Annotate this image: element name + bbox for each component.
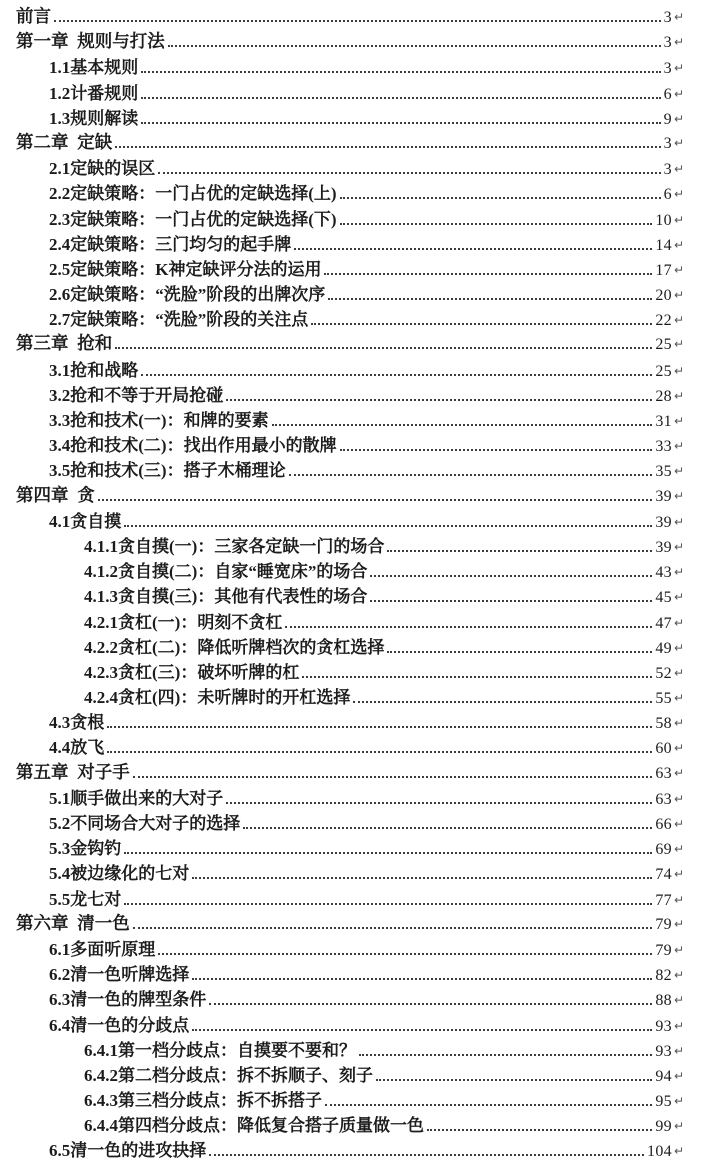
toc-entry[interactable]	[16, 683, 684, 708]
toc-entry[interactable]	[16, 1111, 684, 1136]
toc-entry-title: 3.4抢和技术(二)：找出作用最小的散牌	[49, 436, 337, 456]
toc-entry[interactable]	[16, 885, 684, 910]
toc-entry[interactable]	[16, 154, 684, 179]
paragraph-return-icon: ↵	[673, 135, 684, 150]
paragraph-return-icon: ↵	[673, 414, 684, 428]
toc-entry-title: 3.3抢和技术(一)：和牌的要素	[49, 411, 269, 430]
paragraph-return-icon: ↵	[673, 565, 684, 580]
toc-entry[interactable]	[16, 1036, 684, 1061]
toc-entry-title: 5.4被边缘化的七对	[49, 864, 190, 884]
toc-entry-page-number: 6	[663, 85, 672, 103]
dotted-leader	[192, 978, 652, 980]
paragraph-return-icon: ↵	[673, 262, 684, 277]
toc-entry[interactable]	[16, 1061, 684, 1086]
toc-entry-page-number: 79	[655, 941, 672, 959]
toc-entry-page-number: 20	[655, 287, 672, 305]
dotted-leader	[387, 550, 652, 552]
toc-entry-title: 6.3清一色的牌型条件	[49, 990, 207, 1010]
dotted-leader	[302, 676, 652, 678]
toc-entry-page-number: 25	[655, 336, 672, 354]
paragraph-return-icon: ↵	[673, 61, 684, 76]
dotted-leader	[285, 626, 652, 628]
paragraph-return-icon: ↵	[673, 539, 684, 554]
paragraph-return-icon: ↵	[673, 741, 684, 756]
toc-entry-page-number: 43	[655, 564, 672, 582]
toc-entry-title: 2.5定缺策略：K神定缺评分法的运用	[49, 259, 322, 279]
toc-entry[interactable]	[16, 834, 684, 859]
toc-entry-title: 4.2.4贪杠(四)：未听牌时的开杠选择	[84, 688, 351, 708]
dotted-leader	[370, 600, 652, 602]
toc-entry[interactable]	[16, 205, 684, 230]
dotted-leader	[340, 223, 653, 225]
toc-entry-title: 6.4.1第一档分歧点：自摸要不要和？	[84, 1040, 356, 1060]
toc-entry-page-number: 14	[655, 236, 672, 254]
toc-entry[interactable]	[16, 960, 684, 985]
paragraph-return-icon: ↵	[673, 716, 684, 731]
toc-entry-title: 第一章 规则与打法	[16, 31, 165, 52]
paragraph-return-icon: ↵	[673, 691, 684, 706]
toc-entry-title: 4.3贪根	[49, 713, 105, 733]
toc-entry-title: 4.2.2贪杠(二)：降低听牌档次的贪杠选择	[84, 637, 385, 657]
toc-entry-page-number: 58	[655, 715, 672, 733]
toc-entry-title: 6.4清一色的分歧点	[49, 1015, 190, 1035]
dotted-leader	[226, 802, 652, 804]
paragraph-return-icon: ↵	[673, 993, 684, 1008]
toc-entry[interactable]	[16, 1086, 684, 1111]
toc-entry-page-number: 31	[655, 413, 672, 430]
toc-entry-title: 6.2清一色听牌选择	[49, 965, 190, 985]
dotted-leader	[141, 374, 652, 376]
toc-entry[interactable]	[16, 406, 684, 431]
toc-entry-title: 6.5清一色的进攻抉择	[49, 1141, 207, 1161]
toc-entry-page-number: 3	[663, 161, 672, 179]
paragraph-return-icon: ↵	[673, 968, 684, 983]
paragraph-return-icon: ↵	[673, 337, 684, 352]
toc-entry[interactable]	[16, 784, 684, 809]
paragraph-return-icon: ↵	[673, 187, 684, 202]
paragraph-return-icon: ↵	[673, 665, 684, 680]
paragraph-return-icon: ↵	[673, 640, 684, 655]
paragraph-return-icon: ↵	[673, 288, 684, 303]
toc-entry[interactable]	[16, 79, 684, 104]
toc-entry-title: 5.5龙七对	[49, 889, 122, 909]
dotted-leader	[124, 852, 652, 854]
toc-entry-title: 4.1贪自摸	[49, 511, 122, 531]
toc-entry[interactable]	[16, 733, 684, 758]
paragraph-return-icon: ↵	[673, 942, 684, 957]
toc-entry[interactable]	[16, 28, 684, 53]
toc-entry-page-number: 77	[655, 891, 672, 909]
toc-entry-page-number: 39	[655, 487, 672, 505]
dotted-leader	[328, 298, 652, 300]
toc-entry-page-number: 99	[655, 1118, 672, 1136]
dotted-leader	[272, 424, 653, 426]
toc-entry[interactable]	[16, 179, 684, 204]
toc-entry[interactable]	[16, 53, 684, 78]
toc-entry-page-number: 9	[663, 110, 672, 128]
toc-entry[interactable]	[16, 985, 684, 1010]
paragraph-return-icon: ↵	[673, 1018, 684, 1033]
toc-entry-page-number: 60	[655, 740, 672, 758]
dotted-leader	[353, 701, 652, 703]
toc-entry[interactable]	[16, 608, 684, 633]
dotted-leader	[158, 953, 652, 955]
toc-entry-page-number: 93	[655, 1042, 672, 1060]
dotted-leader	[158, 172, 660, 174]
toc-entry-title: 4.2.1贪杠(一)：明刻不贪杠	[84, 612, 283, 632]
paragraph-return-icon: ↵	[673, 488, 684, 503]
toc-entry-page-number: 3	[663, 34, 672, 52]
paragraph-return-icon: ↵	[673, 439, 684, 454]
dotted-leader	[376, 1079, 652, 1081]
toc-entry[interactable]	[16, 255, 684, 280]
toc-entry-page-number: 63	[655, 790, 672, 808]
dotted-leader	[54, 20, 661, 22]
toc-entry[interactable]	[16, 330, 684, 355]
toc-entry-page-number: 39	[655, 538, 672, 556]
toc-entry-page-number: 69	[655, 841, 672, 859]
toc-entry-page-number: 79	[655, 915, 672, 933]
dotted-leader	[370, 575, 652, 577]
dotted-leader	[359, 1054, 652, 1056]
toc-entry-title: 2.2定缺策略：一门占优的定缺选择(上)	[49, 184, 337, 204]
toc-entry[interactable]	[16, 658, 684, 683]
dotted-leader	[98, 499, 653, 501]
toc-entry-title: 第三章 抢和	[16, 333, 113, 354]
paragraph-return-icon: ↵	[673, 313, 684, 328]
toc-entry-page-number: 35	[655, 463, 672, 481]
paragraph-return-icon: ↵	[673, 1043, 684, 1058]
dotted-leader	[124, 903, 652, 905]
paragraph-return-icon: ↵	[673, 615, 684, 630]
toc-entry-page-number: 63	[655, 764, 672, 782]
toc-entry-title: 第二章 定缺	[16, 131, 113, 152]
dotted-leader	[324, 273, 652, 275]
dotted-leader	[115, 347, 652, 349]
toc-entry-page-number: 49	[655, 639, 672, 657]
toc-entry-title: 6.4.4第四档分歧点：降低复合搭子质量做一色	[84, 1116, 424, 1136]
dotted-leader	[209, 1003, 652, 1005]
dotted-leader	[340, 197, 661, 199]
toc-entry[interactable]	[16, 456, 684, 481]
toc-entry-page-number: 94	[655, 1067, 672, 1085]
toc-entry[interactable]	[16, 230, 684, 255]
toc-entry[interactable]	[16, 1011, 684, 1036]
toc-entry[interactable]	[16, 356, 684, 381]
paragraph-return-icon: ↵	[673, 1068, 684, 1083]
paragraph-return-icon: ↵	[673, 35, 684, 50]
dotted-leader	[427, 1129, 652, 1131]
toc-entry-title: 4.4放飞	[49, 738, 105, 758]
dotted-leader	[340, 449, 653, 451]
toc-entry-page-number: 52	[655, 664, 672, 682]
toc-entry[interactable]	[16, 1136, 684, 1161]
dotted-leader	[141, 122, 660, 124]
toc-entry-title: 2.3定缺策略：一门占优的定缺选择(下)	[49, 209, 337, 229]
paragraph-return-icon: ↵	[673, 514, 684, 529]
toc-entry-page-number: 47	[655, 614, 672, 632]
dotted-leader	[209, 1154, 644, 1156]
toc-entry-title: 2.6定缺策略：“洗脸”阶段的出牌次序	[49, 285, 326, 305]
toc-entry-page-number: 66	[655, 816, 672, 833]
paragraph-return-icon: ↵	[673, 791, 684, 806]
toc-entry-title: 2.7定缺策略：“洗脸”阶段的关注点	[49, 310, 309, 330]
toc-entry-page-number: 74	[655, 866, 672, 884]
toc-entry[interactable]	[16, 104, 684, 129]
toc-entry-title: 1.2计番规则	[49, 83, 139, 103]
dotted-leader	[192, 1029, 652, 1031]
toc-entry[interactable]	[16, 532, 684, 557]
dotted-leader	[192, 877, 652, 879]
toc-entry[interactable]	[16, 305, 684, 330]
paragraph-return-icon: ↵	[673, 817, 684, 831]
toc-entry-title: 3.1抢和战略	[49, 360, 139, 380]
toc-entry-title: 第四章 贪	[16, 484, 95, 505]
toc-entry-title: 6.4.2第二档分歧点：拆不拆顺子、刻子	[84, 1065, 373, 1085]
toc-entry-page-number: 45	[655, 589, 672, 607]
paragraph-return-icon: ↵	[673, 590, 684, 605]
paragraph-return-icon: ↵	[673, 237, 684, 252]
dotted-leader	[107, 726, 652, 728]
toc-entry[interactable]	[16, 3, 684, 28]
paragraph-return-icon: ↵	[673, 1094, 684, 1109]
toc-entry-title: 6.4.3第三档分歧点：拆不拆搭子	[84, 1091, 322, 1111]
toc-entry-page-number: 17	[655, 261, 672, 279]
toc-entry-title: 5.1顺手做出来的大对子	[49, 788, 224, 808]
paragraph-return-icon: ↵	[673, 867, 684, 882]
toc-entry-page-number: 10	[655, 211, 672, 229]
paragraph-return-icon: ↵	[673, 10, 684, 24]
toc-entry[interactable]	[16, 708, 684, 733]
toc-entry[interactable]	[16, 507, 684, 532]
toc-entry[interactable]	[16, 381, 684, 406]
toc-entry-page-number: 104	[647, 1143, 672, 1161]
toc-entry[interactable]	[16, 431, 684, 456]
dotted-leader	[133, 927, 653, 929]
paragraph-return-icon: ↵	[673, 162, 684, 177]
dotted-leader	[289, 474, 653, 476]
toc-entry-title: 第六章 清一色	[16, 912, 130, 933]
paragraph-return-icon: ↵	[673, 1144, 684, 1159]
toc-entry[interactable]	[16, 759, 684, 784]
toc-entry-page-number: 28	[655, 387, 672, 405]
toc-entry-title: 前言	[16, 6, 51, 26]
dotted-leader	[311, 323, 652, 325]
toc-entry[interactable]	[16, 910, 684, 935]
toc-entry-title: 2.1定缺的误区	[49, 159, 156, 179]
toc-entry[interactable]	[16, 633, 684, 658]
toc-entry-page-number: 22	[655, 312, 672, 330]
dotted-leader	[141, 97, 660, 99]
dotted-leader	[124, 525, 652, 527]
toc-entry-title: 1.1基本规则	[49, 58, 139, 78]
dotted-leader	[387, 651, 652, 653]
dotted-leader	[325, 1104, 652, 1106]
toc-entry-page-number: 55	[655, 690, 672, 708]
paragraph-return-icon: ↵	[673, 111, 684, 126]
paragraph-return-icon: ↵	[673, 892, 684, 907]
toc-entry-page-number: 95	[655, 1093, 672, 1111]
paragraph-return-icon: ↵	[673, 916, 684, 931]
dotted-leader	[133, 776, 653, 778]
toc-entry[interactable]	[16, 557, 684, 582]
paragraph-return-icon: ↵	[673, 86, 684, 101]
toc-list	[16, 3, 684, 1162]
toc-entry-page-number: 82	[655, 967, 672, 985]
toc-entry[interactable]	[16, 129, 684, 154]
toc-entry-title: 5.2不同场合大对子的选择	[49, 814, 241, 833]
paragraph-return-icon: ↵	[673, 765, 684, 780]
dotted-leader	[226, 399, 652, 401]
toc-entry-page-number: 3	[663, 60, 672, 78]
toc-entry[interactable]	[16, 935, 684, 960]
toc-entry-page-number: 6	[663, 186, 672, 204]
toc-entry-title: 4.2.3贪杠(三)：破坏听牌的杠	[84, 662, 300, 682]
toc-entry-title: 2.4定缺策略：三门均匀的起手牌	[49, 234, 292, 254]
toc-entry-page-number: 93	[655, 1017, 672, 1035]
toc-entry-page-number: 39	[655, 513, 672, 531]
toc-entry-page-number: 33	[655, 438, 672, 456]
paragraph-return-icon: ↵	[673, 464, 684, 479]
toc-entry[interactable]	[16, 482, 684, 507]
paragraph-return-icon: ↵	[673, 1119, 684, 1134]
toc-entry-title: 5.3金钩钓	[49, 839, 122, 859]
dotted-leader	[107, 751, 652, 753]
dotted-leader	[294, 248, 652, 250]
toc-entry-title: 第五章 对子手	[16, 761, 130, 782]
paragraph-return-icon: ↵	[673, 363, 684, 378]
toc-entry-title: 3.2抢和不等于开局抢碰	[49, 385, 224, 405]
toc-entry-page-number: 3	[663, 9, 672, 26]
toc-entry-page-number: 3	[663, 134, 672, 152]
dotted-leader	[115, 146, 660, 148]
toc-entry-title: 4.1.3贪自摸(三)：其他有代表性的场合	[84, 587, 368, 607]
toc-entry[interactable]	[16, 280, 684, 305]
toc-entry-page-number: 88	[655, 992, 672, 1010]
toc-entry-title: 1.3规则解读	[49, 108, 139, 128]
dotted-leader	[141, 71, 660, 73]
toc-entry[interactable]	[16, 582, 684, 607]
toc-entry[interactable]	[16, 809, 684, 834]
toc-entry[interactable]	[16, 859, 684, 884]
paragraph-return-icon: ↵	[673, 388, 684, 403]
toc-entry-page-number: 25	[655, 362, 672, 380]
paragraph-return-icon: ↵	[673, 212, 684, 227]
dotted-leader	[243, 827, 652, 829]
toc-entry-title: 4.1.1贪自摸(一)：三家各定缺一门的场合	[84, 536, 385, 556]
toc-entry-title: 4.1.2贪自摸(二)：自家“睡宽床”的场合	[84, 562, 368, 582]
dotted-leader	[168, 45, 661, 47]
toc-entry-title: 3.5抢和技术(三)：搭子木桶理论	[49, 461, 286, 481]
paragraph-return-icon: ↵	[673, 842, 684, 857]
toc-entry-title: 6.1多面听原理	[49, 939, 156, 959]
